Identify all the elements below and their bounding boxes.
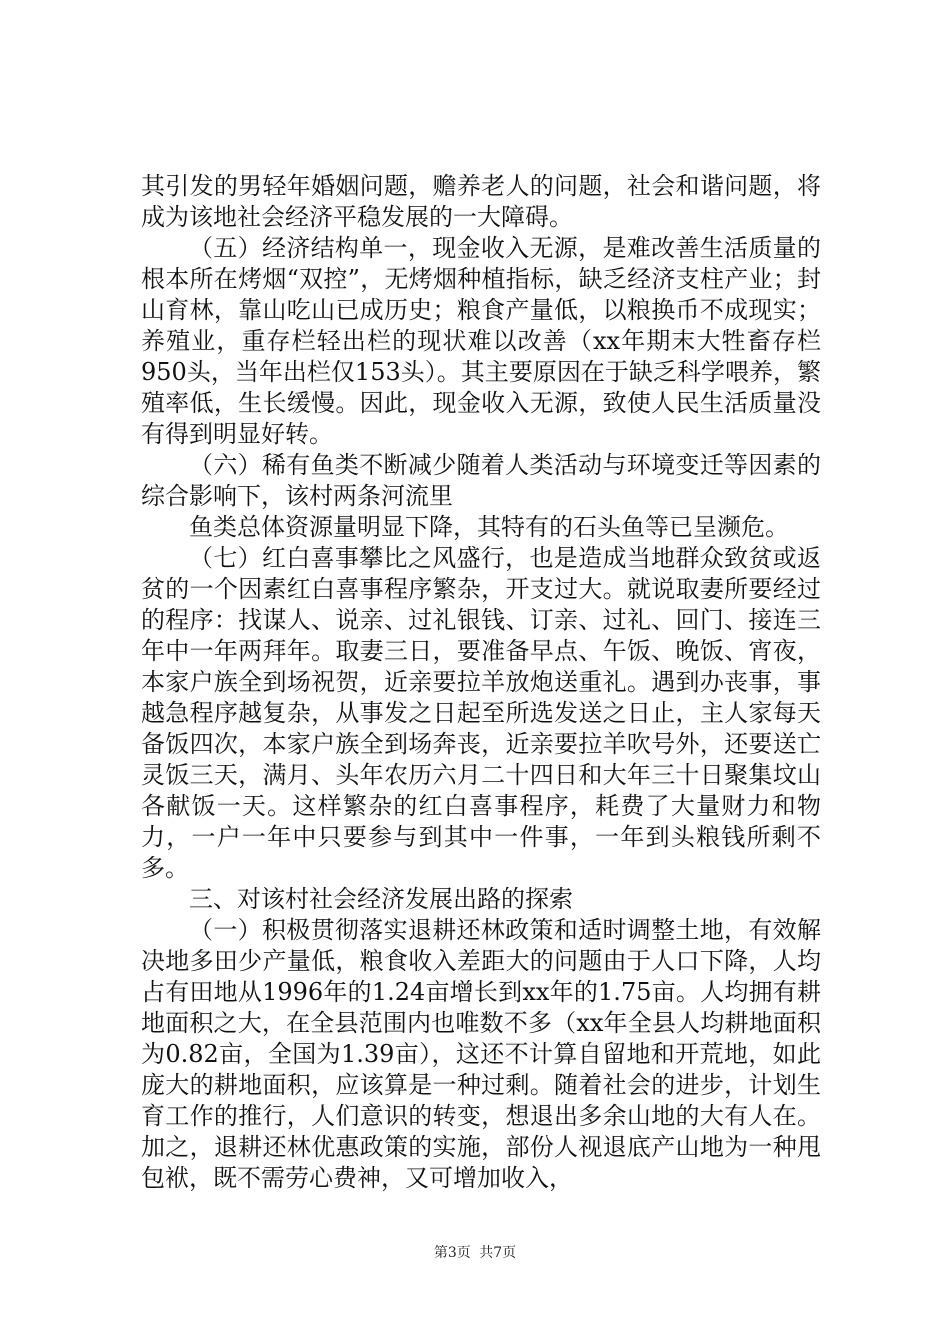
page-footer — [0, 1242, 950, 1262]
page-number: 第3页 — [433, 1245, 471, 1261]
paragraph-0: 其引发的男轻年婚姻问题，赡养老人的问题，社会和谐问题，将成为该地社会经济平稳发展的一大障碍。 — [141, 172, 821, 231]
document-body — [141, 171, 821, 1194]
page-total: 共7页 — [479, 1245, 517, 1261]
paragraph-1: （五）经济结构单一，现金收入无源，是难改善生活质量的根本所在烤烟“双控”，无烤烟种植指标，缺乏经济支柱产业；封山育林，靠山吃山已成历史；粮食产量低，以粮换币不成现实；养殖业，重存栏轻出栏的现状难以改善（xx年期末大牲畜存栏950头，当年出栏仅153头）。其主要原因在于缺乏科学喂养，繁殖率低，生长缓慢。因此，现金收入无源，致使人民生活质量没有得到明显好转。 — [141, 234, 821, 448]
paragraph-6: （一）积极贯彻落实退耕还林政策和适时调整土地，有效解决地多田少产量低，粮食收入差距大的问题由于人口下降，人均占有田地从1996年的1.24亩增长到xx年的1.75亩。人均拥有耕地面积之大，在全县范围内也唯数不多（xx年全县人均耕地面积为0.82亩，全国为1.39亩），这还不计算自留地和开荒地，如此庞大的耕地面积，应该算是一种过剩。随着社会的进步，计划生育工作的推行，人们意识的转变，想退出多余山地的大有人在。加之，退耕还林优惠政策的实施，部份人视退底产山地为一种甩包袱，既不需劳心费神，又可增加收入， — [141, 916, 821, 1192]
paragraph-3: 鱼类总体资源量明显下降，其特有的石头鱼等已呈濒危。 — [189, 513, 789, 541]
section-heading: 三、对该村社会经济发展出路的探索 — [189, 885, 573, 913]
paragraph-2: （六）稀有鱼类不断减少随着人类活动与环境变迁等因素的综合影响下，该村两条河流里 — [141, 451, 821, 510]
paragraph-4: （七）红白喜事攀比之风盛行，也是造成当地群众致贫或返贫的一个因素红白喜事程序繁杂，开支过大。就说取妻所要经过的程序：找谋人、说亲、过礼银钱、订亲、过礼、回门、接连三年中一年两拜年。取妻三日，要准备早点、午饭、晚饭、宵夜，本家户族全到场祝贺，近亲要拉羊放炮送重礼。遇到办丧事，事越急程序越复杂，从事发之日起至所选发送之日止，主人家每天备饭四次，本家户族全到场奔丧，近亲要拉羊吹号外，还要送亡灵饭三天，满月、头年农历六月二十四日和大年三十日聚集坟山各献饭一天。这样繁杂的红白喜事程序，耗费了大量财力和物力，一户一年中只要参与到其中一件事，一年到头粮钱所剩不多。 — [141, 544, 821, 882]
